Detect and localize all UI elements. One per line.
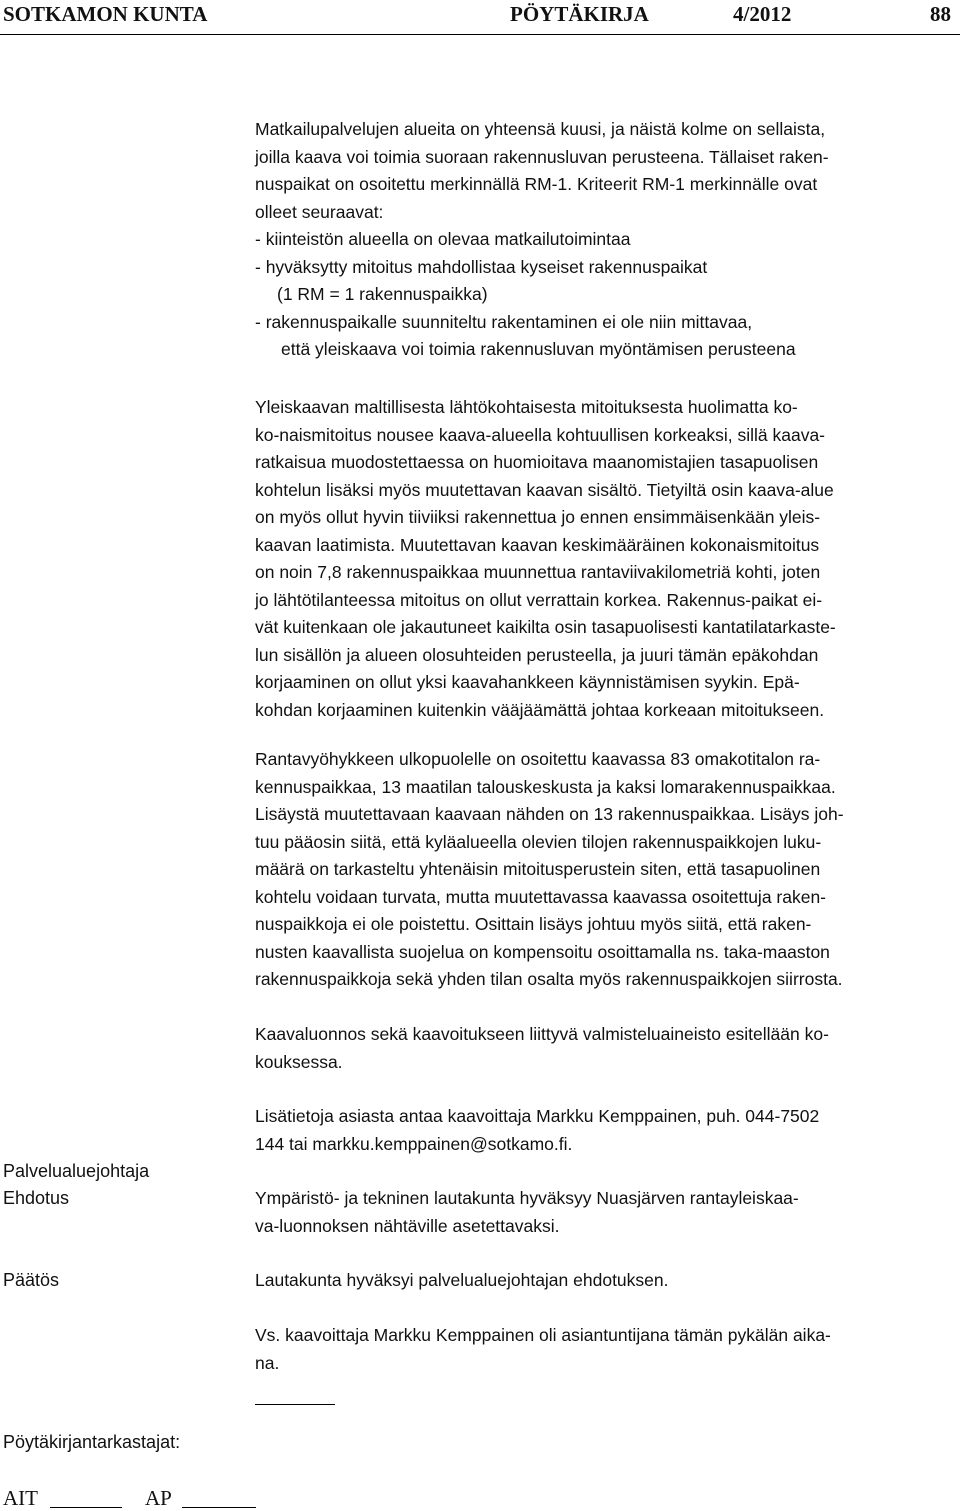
text-line: tuu pääosin siitä, että kyläalueella olevien tilojen rakennuspaikkojen luku-	[255, 831, 822, 852]
header-divider	[0, 34, 960, 35]
text-line: Ympäristö- ja tekninen lautakunta hyväksyy Nuasjärven rantayleiskaa-	[255, 1188, 799, 1208]
text-line: jo lähtötilanteessa mitoitus on ollut verrattain korkea. Rakennus-paikat ei-	[255, 589, 823, 610]
text-line: on myös ollut hyvin tiiviiksi rakennettua jo ennen ensimmäisenkään yleis-	[255, 507, 821, 527]
text-line: määrä on tarkasteltu yhtenäisin mitoitusperustein siten, että tasapuolinen	[255, 859, 821, 879]
text-line: nuspaikkoja ei ole poistettu. Osittain lisäys johtuu myös siitä, että raken-	[255, 914, 812, 934]
paragraph-lisatietoja	[255, 1103, 957, 1158]
text-line: on noin 7,8 rakennuspaikkaa muunnettua rantaviivakilometriä kohti, joten	[255, 562, 821, 582]
minutes-checkers-label: Pöytäkirjantarkastajat:	[3, 1432, 181, 1452]
text-line: kohtelu voidaan turvata, mutta muutettavassa kaavassa osoitettuja raken-	[255, 886, 827, 907]
signature-line	[50, 1507, 122, 1508]
proposal-text	[255, 1185, 957, 1240]
text-line: kennuspaikkaa, 13 maatilan talouskeskusta ja kaksi lomarakennuspaikkaa.	[255, 776, 836, 797]
decision-text	[255, 1267, 957, 1295]
proposal-label: Ehdotus	[3, 1188, 70, 1208]
text-line: va-luonnoksen nähtäville asetettavaksi.	[255, 1215, 560, 1236]
text-line: nuspaikat on osoitettu merkinnällä RM-1. Kriteerit RM-1 merkinnälle ovat	[255, 174, 818, 194]
page-header	[0, 0, 960, 32]
paragraph-mitoitus	[255, 394, 957, 724]
text-line: Kaavaluonnos sekä kaavoitukseen liittyvä valmisteluaineisto esitellään ko-	[255, 1024, 829, 1044]
paragraph-rantavyohyke	[255, 746, 957, 994]
signer-initials: AP	[145, 1486, 172, 1510]
criteria-item-continuation: että yleiskaava voi toimia rakennusluvan myöntämisen perusteena	[281, 339, 796, 359]
text-line: Vs. kaavoittaja Markku Kemppainen oli asiantuntijana tämän pykälän aika-	[255, 1325, 831, 1345]
page-number: 88	[930, 2, 951, 26]
text-line: kouksessa.	[255, 1051, 343, 1072]
text-line: Matkailupalvelujen alueita on yhteensä kuusi, ja näistä kolme on sellaista,	[255, 119, 826, 139]
criteria-item: - rakennuspaikalle suunniteltu rakentaminen ei ole niin mittavaa,	[255, 311, 753, 332]
text-line: lun sisällön ja alueen olosuhteiden perusteella, ja juuri tämän epäkohdan	[255, 644, 819, 665]
decision-label: Päätös	[3, 1270, 60, 1290]
text-line: 144 tai markku.kemppainen@sotkamo.fi.	[255, 1133, 573, 1154]
criteria-item: - hyväksytty mitoitus mahdollistaa kyseiset rakennuspaikat	[255, 256, 708, 277]
text-line: olleet seuraavat:	[255, 201, 384, 222]
text-line: ko-naismitoitus nousee kaava-alueella kohtuullisen korkeaksi, sillä kaava-	[255, 424, 826, 445]
text-line: joilla kaava voi toimia suoraan rakennusluvan perusteena. Tällaiset raken-	[255, 146, 829, 167]
document-type: PÖYTÄKIRJA	[510, 2, 649, 26]
expert-note	[255, 1322, 957, 1377]
text-line: Lisäystä muutettavaan kaavaan nähden on 13 rakennuspaikkaa. Lisäys joh-	[255, 804, 844, 824]
text-line: kaavan laatimista. Muutettavan kaavan keskimääräinen kokonaismitoitus	[255, 534, 820, 555]
criteria-item: - kiinteistön alueella on olevaa matkailutoimintaa	[255, 229, 631, 249]
signature-line	[182, 1507, 256, 1508]
text-line: rakennuspaikkoja sekä yhden tilan osalta myös rakennuspaikkojen siirrosta.	[255, 969, 843, 989]
proposal-role-label: Palvelualuejohtaja	[3, 1161, 150, 1181]
text-line: vät kuitenkaan ole jakautuneet kaikilta osin tasapuolisesti kantatilatarkaste-	[255, 617, 836, 637]
document-number: 4/2012	[733, 2, 792, 26]
text-line: Lautakunta hyväksyi palvelualuejohtajan ehdotuksen.	[255, 1270, 669, 1290]
text-line: na.	[255, 1352, 280, 1373]
text-line: nusten kaavallista suojelua on kompensoitu osoittamalla ns. taka-maaston	[255, 941, 830, 962]
text-line: korjaaminen on ollut yksi kaavahankkeen käynnistämisen syykin. Epä-	[255, 672, 800, 692]
text-line: kohtelun lisäksi myös muutettavan kaavan sisältö. Tietyiltä osin kaava-alue	[255, 479, 834, 500]
paragraph-kaavaluonnos	[255, 1021, 957, 1076]
organization-name: SOTKAMON KUNTA	[3, 2, 208, 26]
text-line: Yleiskaavan maltillisesta lähtökohtaisesta mitoituksesta huolimatta ko-	[255, 397, 798, 417]
text-line: kohdan korjaaminen kuitenkin vääjäämättä johtaa korkeaan mitoitukseen.	[255, 699, 825, 720]
section-end-rule	[255, 1404, 335, 1405]
criteria-item-continuation: (1 RM = 1 rakennuspaikka)	[277, 284, 488, 304]
signer-initials: AIT	[3, 1486, 38, 1510]
text-line: Rantavyöhykkeen ulkopuolelle on osoitettu kaavassa 83 omakotitalon ra-	[255, 749, 821, 769]
text-line: Lisätietoja asiasta antaa kaavoittaja Markku Kemppainen, puh. 044-7502	[255, 1106, 820, 1126]
intro-paragraph	[255, 116, 957, 364]
text-line: ratkaisua muodostettaessa on huomioitava maanomistajien tasapuolisen	[255, 452, 819, 472]
